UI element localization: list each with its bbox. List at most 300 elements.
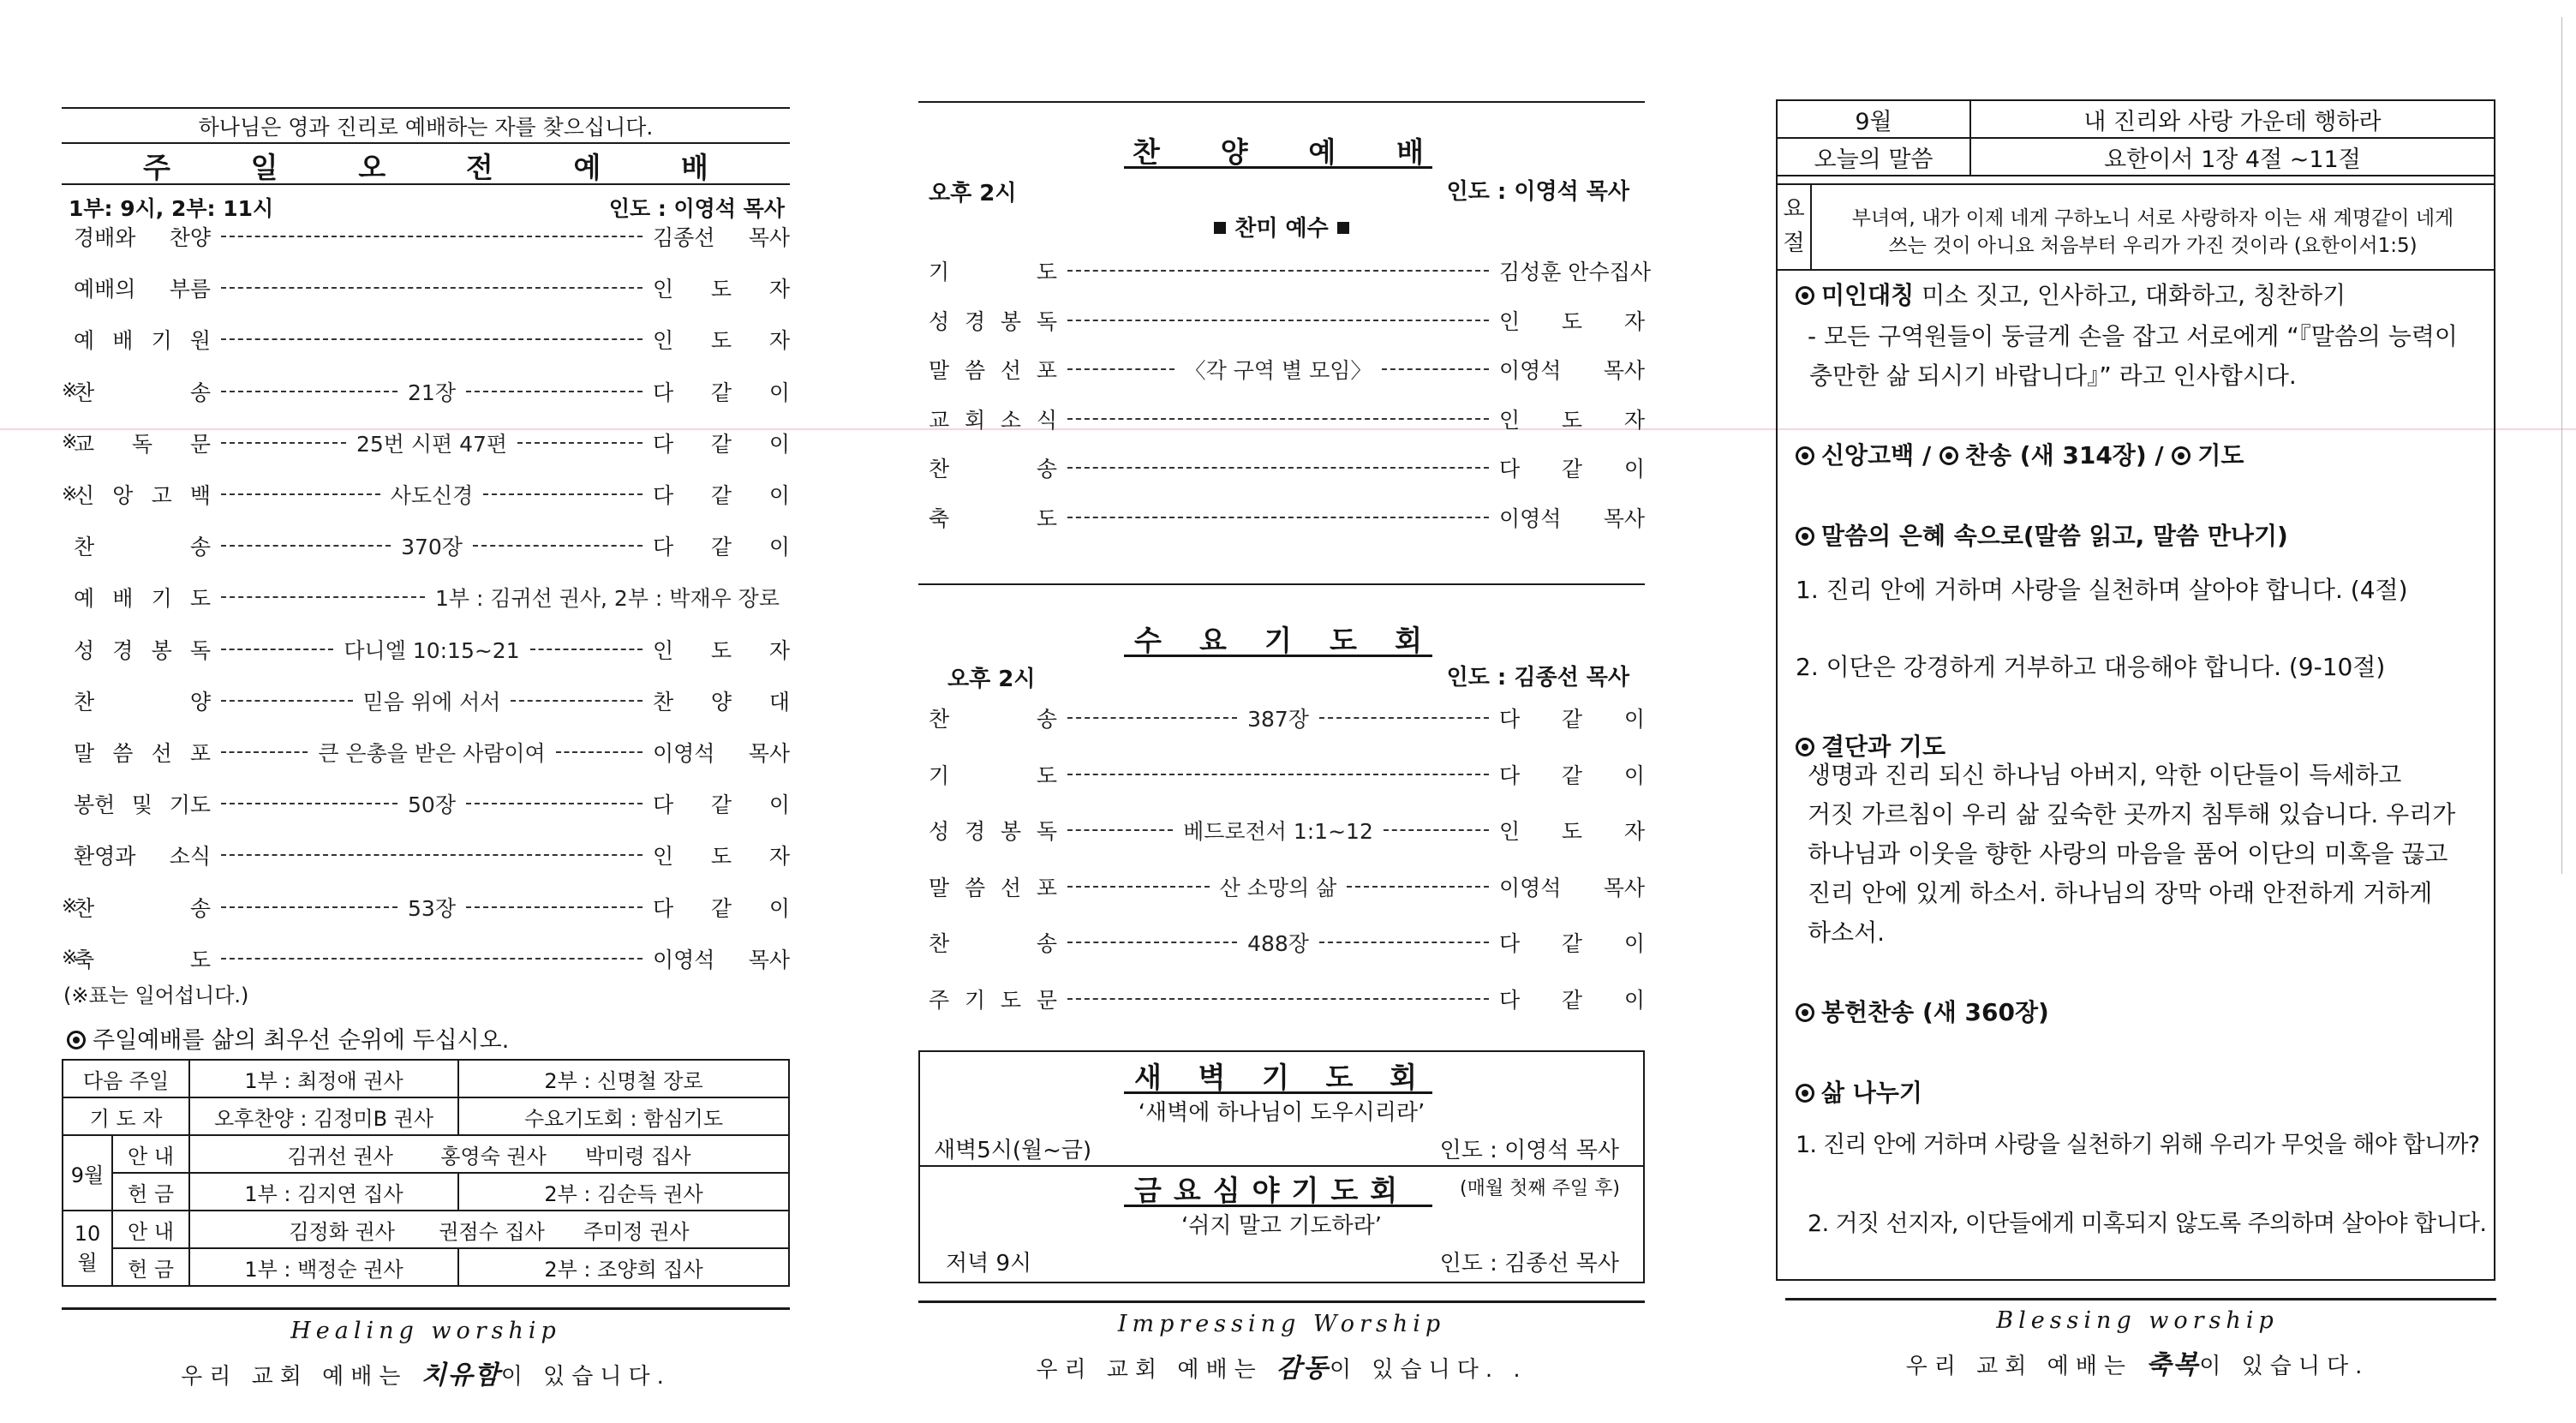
label-char: 기도 <box>169 792 211 818</box>
service-row <box>62 426 790 460</box>
key-verse-box <box>1776 183 2495 271</box>
stand-mark: ※ <box>62 948 78 970</box>
dotted-leader <box>1057 467 1499 469</box>
prayer-line: 진리 안에 있게 하소서. 하나님의 장막 아래 안전하게 거하게 <box>1808 879 2433 907</box>
dotted-leader <box>1057 270 1499 272</box>
title-char: 새 <box>1134 1061 1162 1094</box>
label-char: 도 <box>1036 762 1057 788</box>
label-char: 회 <box>964 407 986 433</box>
page-edge-line <box>2561 17 2562 874</box>
row-detail: 387장 <box>1247 707 1309 732</box>
label-char: 송 <box>1036 457 1057 481</box>
section-title: 찬송 (새 314장) / <box>1964 441 2173 469</box>
row-label <box>918 815 1057 846</box>
section-word <box>1796 517 2288 552</box>
label-char: 같 <box>710 535 732 560</box>
stand-mark: ※ <box>62 380 78 403</box>
row-person: 이영석 목사 <box>1499 505 1645 531</box>
label-char: 같 <box>710 792 732 818</box>
dotted-leader <box>211 854 653 856</box>
service-row <box>918 402 1645 436</box>
label-char: 이 <box>1623 707 1645 732</box>
title-char: 회 <box>1390 1061 1417 1094</box>
label-char: 같 <box>710 895 732 921</box>
label-char: 말 <box>74 741 95 766</box>
label-char: 선 <box>1000 875 1022 900</box>
dawn-leader: 인도 : 이영석 목사 <box>1439 1138 1619 1163</box>
label-char: 축 <box>929 505 950 531</box>
prayer-meetings-box <box>918 1050 1645 1283</box>
sharing-point-2: 2. 거짓 선지자, 이단들에게 미혹되지 않도록 주의하며 살아야 합니다. <box>1808 1211 2487 1237</box>
bullet-icon <box>1796 527 1814 546</box>
footer-post: 이 있습니다. . <box>1329 1357 1527 1383</box>
sharing-point-1: 1. 진리 안에 거하며 사랑을 실천하기 위해 우리가 무엇을 해야 합니까? <box>1796 1132 2480 1158</box>
dotted-leader <box>211 236 653 237</box>
footer-korean <box>62 1354 790 1391</box>
label-char: 양 <box>189 689 211 714</box>
label-char: 인 <box>1499 407 1521 433</box>
dotted-leader <box>211 338 653 340</box>
label-char: 기 <box>929 260 950 284</box>
dawn-motto: ‘새벽에 하나님이 도우시리라’ <box>1138 1100 1425 1126</box>
title-char: 양 <box>1220 135 1248 169</box>
row-label <box>62 943 211 974</box>
next-week-p3: 오후찬양 : 김정미B 권사 <box>189 1097 458 1135</box>
dotted-leader <box>1057 774 1499 775</box>
footer-pre: 우리 교회 예배는 <box>1036 1357 1276 1383</box>
label-char: 기 <box>151 586 172 612</box>
dotted-leader <box>211 287 653 289</box>
friday-time: 저녁 9시 <box>946 1251 1032 1277</box>
section-greeting <box>1796 276 2346 315</box>
dawn-time: 새벽5시(월~금) <box>934 1138 1092 1163</box>
prayer-line: 하소서. <box>1808 918 1886 947</box>
label-char: 도 <box>710 844 732 870</box>
priority-note-text: 주일예배를 삶의 최우선 순위에 두십시오. <box>93 1027 510 1054</box>
service-row <box>918 303 1645 338</box>
bullet-icon <box>1796 1084 1814 1103</box>
priority-note <box>67 1021 509 1055</box>
footer-korean <box>1773 1343 2501 1381</box>
service-leader: 인도 : 이영석 목사 <box>608 196 785 221</box>
row-person <box>1499 452 1645 483</box>
row-person: 이영석 목사 <box>653 947 790 972</box>
footer-post: 이 있습니다. <box>2199 1354 2370 1379</box>
service-row <box>918 254 1651 288</box>
row-person <box>653 840 790 870</box>
label-char: 인 <box>1499 308 1521 334</box>
label-char: 같 <box>1561 931 1583 957</box>
weekday-services-column <box>918 0 1651 1423</box>
label-char: 포 <box>1036 358 1057 383</box>
praise-time: 오후 2시 <box>929 181 1017 206</box>
label-char: 찬 <box>74 895 95 921</box>
label-char: 인 <box>653 277 674 302</box>
title-char: 배 <box>1396 135 1424 169</box>
stand-mark: ※ <box>62 896 78 918</box>
footer-english: Impressing Worship <box>1117 1311 1446 1337</box>
row-label <box>918 703 1057 733</box>
service-row <box>62 735 790 769</box>
row-person: 이영석 목사 <box>1499 875 1645 900</box>
dotted-leader <box>1057 871 1499 902</box>
label-char: 배 <box>112 328 134 354</box>
row-detail: 53장 <box>408 895 456 921</box>
row-person <box>653 324 790 355</box>
prayer-body <box>1808 756 2455 953</box>
standing-note: (※표는 일어섭니다.) <box>63 984 249 1007</box>
row-person <box>653 685 790 716</box>
label-char: 독 <box>189 637 211 663</box>
row-person <box>653 479 790 510</box>
offering-label: 헌 금 <box>112 1173 189 1211</box>
guide-label: 안 내 <box>112 1135 189 1173</box>
section-title: 기도 <box>2197 441 2244 469</box>
row-detail: 〈각 구역 별 모임〉 <box>1184 358 1372 383</box>
label-char: 독 <box>1036 308 1057 334</box>
section-rule <box>918 583 1645 585</box>
row-label <box>62 685 211 716</box>
label-char: 말 <box>929 875 950 900</box>
guide-name: 김귀선 권사 <box>287 1144 393 1169</box>
prayer-line: 생명과 진리 되신 하나님 아버지, 악한 이단들이 득세하고 <box>1808 761 2402 789</box>
label-char: 다 <box>1499 707 1521 732</box>
praise-subtitle <box>918 211 1645 242</box>
title-char: 배 <box>681 151 708 184</box>
row-label <box>918 927 1057 958</box>
title-underline <box>1124 655 1432 657</box>
label-char: 자 <box>768 328 790 354</box>
page-title <box>143 146 708 186</box>
label-char: 도 <box>710 637 732 663</box>
bullet-icon <box>1939 446 1958 465</box>
label-char: 경 <box>964 308 986 334</box>
service-row <box>62 890 790 924</box>
dotted-leader <box>211 892 653 923</box>
key-verse-line: 쓰는 것이 아니요 처음부터 우리가 가진 것이라 (요한이서1:5) <box>1888 235 2418 257</box>
label-char: 교 <box>74 431 95 457</box>
today-reference: 요한이서 1장 4절 ~11절 <box>1970 138 2495 176</box>
footer-english: Healing worship <box>290 1318 561 1344</box>
label-char: 도 <box>710 277 732 302</box>
service-row <box>62 632 790 667</box>
bullet-icon <box>1796 1003 1814 1022</box>
section-title: 미인대칭 <box>1821 281 1915 309</box>
row-person: 이영석 목사 <box>1499 358 1645 383</box>
section-title: 봉헌찬송 (새 360장) <box>1821 998 2049 1026</box>
praise-title <box>1133 130 1424 170</box>
label-char: 도 <box>1561 308 1583 334</box>
service-row <box>918 352 1645 386</box>
row-label <box>918 984 1057 1014</box>
footer-rule <box>1785 1298 2496 1300</box>
key-verse-label <box>1778 185 1812 269</box>
word-point-1: 1. 진리 안에 거하며 사랑을 실천하며 살아야 합니다. (4절) <box>1796 576 2408 604</box>
top-rule <box>62 107 790 109</box>
label-char: 찬 <box>929 707 950 732</box>
label-char: 백 <box>189 483 211 508</box>
oct-off1: 1부 : 백정순 권사 <box>189 1248 458 1286</box>
row-detail: 큰 은총을 받은 사람이여 <box>318 741 546 766</box>
sep-guide <box>189 1135 789 1173</box>
label-char: 경 <box>964 819 986 845</box>
label-char: 봉헌 <box>74 792 116 818</box>
row-detail: 산 소망의 삶 <box>1219 875 1337 900</box>
label-char: 기 <box>929 762 950 788</box>
oct-off2: 2부 : 조양희 집사 <box>458 1248 789 1286</box>
label-char: 이 <box>1623 457 1645 481</box>
row-detail: 다니엘 10:15~21 <box>344 637 520 663</box>
theme-table <box>1776 99 2495 176</box>
row-label <box>62 427 211 458</box>
label-char: 자 <box>1623 819 1645 845</box>
label-char: 자 <box>1623 407 1645 433</box>
label-char: 도 <box>710 328 732 354</box>
section-title: 말씀의 은혜 속으로(말씀 읽고, 말씀 만나기) <box>1821 522 2288 550</box>
row-label <box>62 582 211 613</box>
label-char: 예 <box>74 328 95 354</box>
title-char: 찬 <box>1133 135 1160 169</box>
next-week-label: 다음 주일 <box>63 1060 189 1097</box>
label-char: 원 <box>189 328 211 354</box>
label-char: 이 <box>768 483 790 508</box>
label-char: 도 <box>1561 407 1583 433</box>
dotted-leader <box>1057 998 1499 1000</box>
label-char: 다 <box>1499 988 1521 1013</box>
label-char: 문 <box>1036 988 1057 1013</box>
dotted-leader <box>1057 418 1499 420</box>
title-char: 벽 <box>1198 1061 1226 1094</box>
label-char: 예 <box>74 586 95 612</box>
footer-english: Blessing worship <box>1996 1307 2279 1334</box>
next-week-p4: 수요기도회 : 함심기도 <box>458 1097 789 1135</box>
label-char: 송 <box>189 895 211 921</box>
row-detail: 50장 <box>408 792 456 818</box>
label-char: 도 <box>1036 505 1057 531</box>
friday-leader: 인도 : 김종선 목사 <box>1439 1251 1619 1277</box>
service-row <box>62 219 790 254</box>
title-char: 전 <box>465 151 493 184</box>
label-char: 고 <box>151 483 172 508</box>
key-verse-line: 부녀여, 내가 이제 네게 구하노니 서로 사랑하자 이는 새 계명같이 네게 <box>1851 207 2454 230</box>
label-char: 성 <box>929 819 950 845</box>
title-char: 도 <box>1330 624 1357 657</box>
label-char: 자 <box>768 637 790 663</box>
label-char: 식 <box>1036 407 1057 433</box>
dotted-leader <box>1057 320 1499 321</box>
label-char: 다 <box>653 483 674 508</box>
dotted-leader <box>1057 815 1499 846</box>
row-person <box>653 427 790 458</box>
row-label: 환영과 소식 <box>74 844 211 870</box>
row-person <box>1499 703 1645 733</box>
oct-guide <box>189 1211 789 1248</box>
guide-name: 김정화 권사 <box>289 1219 395 1244</box>
label-char: 송 <box>189 535 211 560</box>
row-label <box>918 452 1057 483</box>
label-char: 축 <box>74 947 95 972</box>
label-char: 도 <box>1000 988 1022 1013</box>
row-label <box>62 376 211 407</box>
label-char: 도 <box>1036 260 1057 284</box>
row-detail: 21장 <box>408 380 456 405</box>
footer-keyword: 감동 <box>1276 1354 1330 1384</box>
section-title: 신앙고백 / <box>1821 441 1939 469</box>
row-person <box>1499 759 1645 790</box>
prayer-line: 하나님과 이웃을 향한 사랑의 마음을 품어 이단의 미혹을 끊고 <box>1808 840 2448 868</box>
label-char: 도 <box>1561 819 1583 845</box>
label-char: 포 <box>1036 875 1057 900</box>
title-underline <box>1124 166 1432 169</box>
row-detail: 25번 시편 47편 <box>356 431 508 457</box>
service-row <box>62 942 790 976</box>
label-char: 도 <box>189 586 211 612</box>
wednesday-title <box>1134 619 1422 659</box>
footer-rule <box>918 1300 1645 1303</box>
wednesday-leader: 인도 : 김종선 목사 <box>1446 665 1629 691</box>
sep-label: 9월 <box>63 1135 112 1211</box>
title-underline <box>1124 1205 1432 1207</box>
row-detail: 370장 <box>401 535 463 560</box>
label-char: 이 <box>1623 762 1645 788</box>
title-char: 요 <box>1199 624 1227 657</box>
label-char: 인 <box>653 844 674 870</box>
label-char: 대 <box>768 689 790 714</box>
stand-mark: ※ <box>62 432 78 454</box>
title-rule <box>62 183 790 185</box>
row-label <box>62 737 211 768</box>
service-row <box>918 451 1645 485</box>
dotted-leader <box>1057 927 1499 958</box>
row-person <box>653 634 790 665</box>
label-char: 경 <box>112 637 134 663</box>
bullet-icon <box>1796 738 1814 756</box>
label-char: 같 <box>1561 762 1583 788</box>
row-label <box>918 255 1057 286</box>
label-char: 성 <box>929 308 950 334</box>
label-char: 찬 <box>929 931 950 957</box>
service-row <box>62 786 790 821</box>
row-person: 김성훈 안수집사 <box>1499 260 1651 284</box>
row-label <box>62 530 211 561</box>
label-char: 다 <box>653 380 674 405</box>
next-week-p2: 2부 : 신명철 장로 <box>458 1060 789 1097</box>
section-sharing <box>1796 1074 1922 1109</box>
title-char: 일 <box>250 151 278 184</box>
prayer-line: 거짓 가르침이 우리 삶 깊숙한 곳까지 침투해 있습니다. 우리가 <box>1808 800 2456 828</box>
title-char: 오 <box>358 151 386 184</box>
label-char: 씀 <box>964 358 986 383</box>
dotted-leader <box>211 685 653 716</box>
row-label: 경배와 찬양 <box>74 225 211 250</box>
label-char: 및 <box>131 792 153 818</box>
label-char: 앙 <box>112 483 134 508</box>
service-row <box>918 982 1645 1016</box>
service-row <box>62 580 790 614</box>
service-row <box>918 500 1645 535</box>
title-underline <box>1124 1091 1432 1094</box>
dotted-leader <box>211 958 653 960</box>
sep-off2: 2부 : 김순득 권사 <box>458 1173 789 1211</box>
motto: 하나님은 영과 진리로 예배하는 자를 찾으십니다. <box>198 115 654 140</box>
label-char: 같 <box>1561 457 1583 481</box>
label-char: 송 <box>1036 931 1057 957</box>
row-detail: 사도신경 <box>390 483 474 508</box>
label-char: 같 <box>710 380 732 405</box>
row-person: 이영석 목사 <box>653 741 790 766</box>
row-label <box>918 502 1057 533</box>
label-char: 기 <box>964 988 986 1013</box>
title-char: 기 <box>1264 624 1292 657</box>
row-label <box>918 759 1057 790</box>
label-char: 인 <box>653 637 674 663</box>
guide-label: 안 내 <box>112 1211 189 1248</box>
row-detail: 믿음 위에 서서 <box>362 689 501 714</box>
footer-keyword: 축복 <box>2146 1350 2200 1380</box>
dotted-leader <box>1057 517 1499 518</box>
label-char: 선 <box>1000 358 1022 383</box>
label-char: 송 <box>189 380 211 405</box>
label-char: 같 <box>710 431 732 457</box>
key-label-char: 요 <box>1783 196 1805 222</box>
row-detail: 1부 : 김귀선 권사, 2부 : 박재우 장로 <box>434 586 780 612</box>
row-person <box>1499 984 1645 1014</box>
service-row <box>918 813 1645 847</box>
label-char: 이 <box>1623 931 1645 957</box>
label-char: 문 <box>189 431 211 457</box>
row-label <box>62 479 211 510</box>
box-divider <box>920 1165 1643 1167</box>
offering-label: 헌 금 <box>112 1248 189 1286</box>
service-row <box>62 477 790 511</box>
row-person: 김종선 목사 <box>653 225 790 250</box>
sunday-service-column <box>62 0 790 1423</box>
bullet-icon <box>1796 286 1814 305</box>
guide-name: 권점수 집사 <box>439 1219 545 1244</box>
praise-subtitle-text: 찬미 예수 <box>1234 216 1329 242</box>
label-char: 이 <box>768 431 790 457</box>
row-label <box>62 634 211 665</box>
footer-keyword: 치유함 <box>421 1360 501 1390</box>
square-bullet-icon <box>1337 222 1349 234</box>
oct-label: 10월 <box>63 1211 112 1286</box>
row-detail: 488장 <box>1247 931 1309 957</box>
label-char: 배 <box>112 586 134 612</box>
footer-rule <box>62 1307 790 1310</box>
service-row <box>62 684 790 718</box>
section-title: 결단과 기도 <box>1821 732 1945 761</box>
dotted-leader <box>211 479 653 510</box>
dawn-title <box>1134 1055 1417 1096</box>
row-person <box>653 272 790 303</box>
label-char: 이 <box>768 895 790 921</box>
friday-title: 금요심야기도회 <box>1134 1174 1410 1207</box>
label-char: 이 <box>768 380 790 405</box>
prayer-schedule-table <box>62 1059 790 1287</box>
footer-post: 이 있습니다. <box>500 1364 671 1390</box>
row-person <box>1499 815 1645 846</box>
row-label <box>62 788 211 819</box>
label-char: 다 <box>653 792 674 818</box>
title-char: 기 <box>1262 1061 1289 1094</box>
label-char: 기 <box>151 328 172 354</box>
title-char: 예 <box>1308 135 1336 169</box>
section-title: 삶 나누기 <box>1821 1079 1922 1107</box>
row-label: 예배의 부름 <box>74 277 211 302</box>
footer-pre: 우리 교회 예배는 <box>1905 1354 2147 1379</box>
label-char: 다 <box>653 431 674 457</box>
label-char: 양 <box>710 689 732 714</box>
